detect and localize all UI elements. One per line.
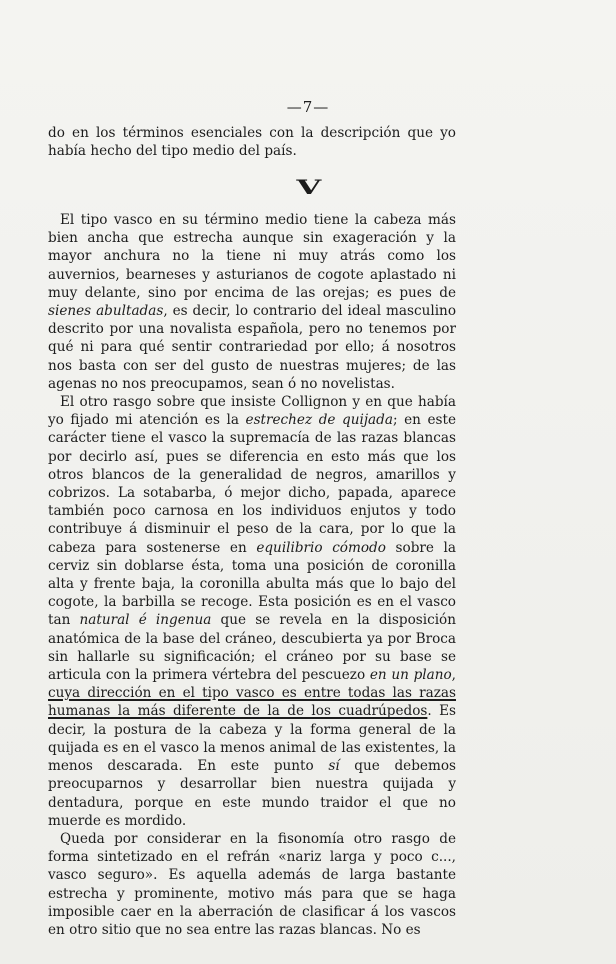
p2-emphasis-equilibrio: equilibrio cómodo	[256, 539, 386, 556]
p2-text-d: que se revela en la disposición anatómica de la base del cráneo, descubierta ya por Broca sin hallarle su significación; el cráneo por su base se articula con la primera vértebra del pescuezo	[48, 612, 456, 684]
paragraph-head-shape	[48, 211, 456, 393]
p2-text-b: ; en este carácter tiene el vasco la supremacía de las razas blancas por decirlo así, pues se diferencia en esto más que los otros blancos de la generalidad de negros, amarillos y cobrizos. La sotabarba, ó mejor dicho, papada, aparece también poco carnosa en los individuos enjutos y todo contribuye á disminuir el peso de la cara, por lo que la cabeza para sostenerse en	[48, 412, 456, 556]
continued-text-block	[48, 124, 456, 160]
p2-text-c: sobre la cerviz sin doblarse ésta, toma una posición de coronilla alta y frente baja, la coronilla abulta más que lo bajo del cogote, la barbilla se recoge. Esta posición es en el vasco tan	[48, 539, 457, 629]
p2-text-g: que debemos preocuparnos y desarrollar bien nuestra quijada y dentadura, porque en este mundo traidor el que no muerde es mordido.	[48, 758, 456, 829]
p2-emphasis-estrechez: estrechez de quijada	[245, 412, 393, 429]
p2-emphasis-natural: natural é ingenua	[79, 612, 212, 629]
p2-emphasis-si: sí	[328, 758, 340, 775]
p1-text-b: , es decir, lo contrario del ideal masculino descrito por una novalista española, pero no tenemos por qué ni para qué sentir contrariedad por ello; á nosotros nos basta con ser del gusto de nuestras mujeres; de las agenas no nos preocupamos, sean ó no novelistas.	[48, 303, 456, 392]
p2-text-f: . Es decir, la postura de la cabeza y la forma general de la quijada es en el vasco la menos animal de las existentes, la menos descarada. En este punto	[48, 703, 456, 775]
paragraph-jaw	[48, 393, 456, 830]
p2-underlined-passage: cuya dirección en el tipo vasco es entre todas las razas humanas la más diferente de la de los cuadrúpedos	[48, 685, 456, 720]
p1-text-a: El tipo vasco en su término medio tiene la cabeza más bien ancha que estrecha aunque sin exageración y la mayor anchura no la tiene ni muy atrás como los auvernios, bearneses y asturianos de cogote aplastado ni muy delante, sino por encima de las orejas; es pues de	[48, 212, 456, 301]
continued-paragraph: do en los términos esenciales con la descripción que yo había hecho del tipo medio del país.	[48, 125, 456, 160]
p2-text-a: El otro rasgo sobre que insiste Collignon y en que había yo fijado mi atención es la	[48, 394, 456, 429]
p2-emphasis-plano: en un plano	[369, 667, 452, 684]
p2-text-e: ,	[451, 667, 456, 684]
paragraph-nose: Queda por considerar en la fisonomía otro rasgo de forma sintetizado en el refrán «nariz larga y poco c..., vasco seguro». Es aquella además de larga bastante estrecha y prominente, motivo más para que se haga imposible caer en la aberración de clasificar á los vascos en otro sitio que no sea entre las razas blancas. No es	[48, 830, 456, 938]
section-mark: V	[296, 175, 320, 199]
p1-emphasis-sienes: sienes abultadas	[48, 303, 164, 320]
page-number: —7—	[286, 98, 330, 116]
main-text-block	[48, 211, 456, 939]
